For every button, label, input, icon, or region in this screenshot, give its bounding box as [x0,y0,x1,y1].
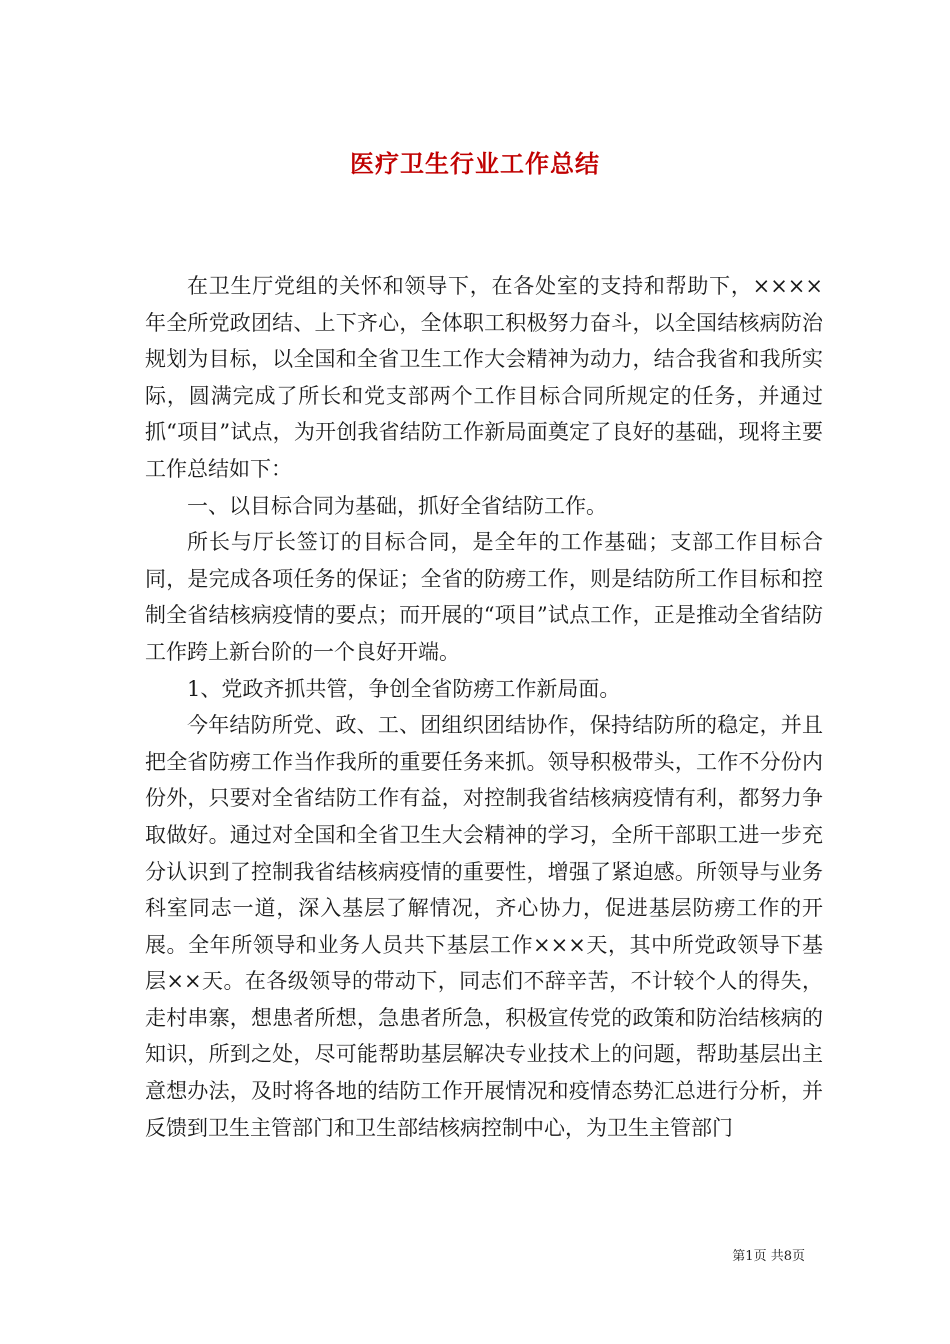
paragraph-target-contract: 所长与厅长签订的目标合同，是全年的工作基础；支部工作目标合同，是完成各项任务的保证；全省的防痨工作，则是结防所工作目标和控制全省结核病疫情的要点；而开展的“项目”试点工作，正是推动全省结防工作跨上新台阶的一个良好开端。 [145,530,823,664]
page-prefix: 第 [732,1249,746,1264]
paragraph-party-work: 今年结防所党、政、工、团组织团结协作，保持结防所的稳定，并且把全省防痨工作当作我所的重要任务来抓。领导积极带头，工作不分份内份外，只要对全省结防工作有益，对控制我省结核病疫情有利，都努力争取做好。通过对全国和全省卫生大会精神的学习，全所干部职工进一步充分认识到了控制我省结核病疫情的重要性，增强了紧迫感。所领导与业务科室同志一道，深入基层了解情况，齐心协力，促进基层防痨工作的开展。全年所领导和业务人员共下基层工作×××天，其中所党政领导下基层××天。在各级领导的带动下，同志们不辞辛苦，不计较个人的得失，走村串寨，想患者所想，急患者所急，积极宣传党的政策和防治结核病的知识，所到之处，尽可能帮助基层解决专业技术上的问题，帮助基层出主意想办法，及时将各地的结防工作开展情况和疫情态势汇总进行分析，并反馈到卫生主管部门和卫生部结核病控制中心，为卫生主管部门 [145,713,823,1140]
page-total: 8 [783,1249,792,1264]
subsection-heading-1: 1、党政齐抓共管，争创全省防痨工作新局面。 [187,676,621,701]
page-suffix: 页 [791,1249,805,1264]
page-number-footer [732,1248,805,1266]
page-current: 1 [745,1249,754,1264]
document-title: 医疗卫生行业工作总结 [350,149,600,179]
page-middle: 页 共 [753,1249,784,1264]
document-body [145,268,823,1146]
paragraph-intro: 在卫生厅党组的关怀和领导下，在各处室的支持和帮助下，××××年全所党政团结、上下齐心，全体职工积极努力奋斗，以全国结核病防治规划为目标，以全国和全省卫生工作大会精神为动力，结合我省和我所实际，圆满完成了所长和党支部两个工作目标合同所规定的任务，并通过抓“项目”试点，为开创我省结防工作新局面奠定了良好的基础，现将主要工作总结如下： [145,274,823,481]
section-heading-1: 一、以目标合同为基础，抓好全省结防工作。 [187,493,607,518]
